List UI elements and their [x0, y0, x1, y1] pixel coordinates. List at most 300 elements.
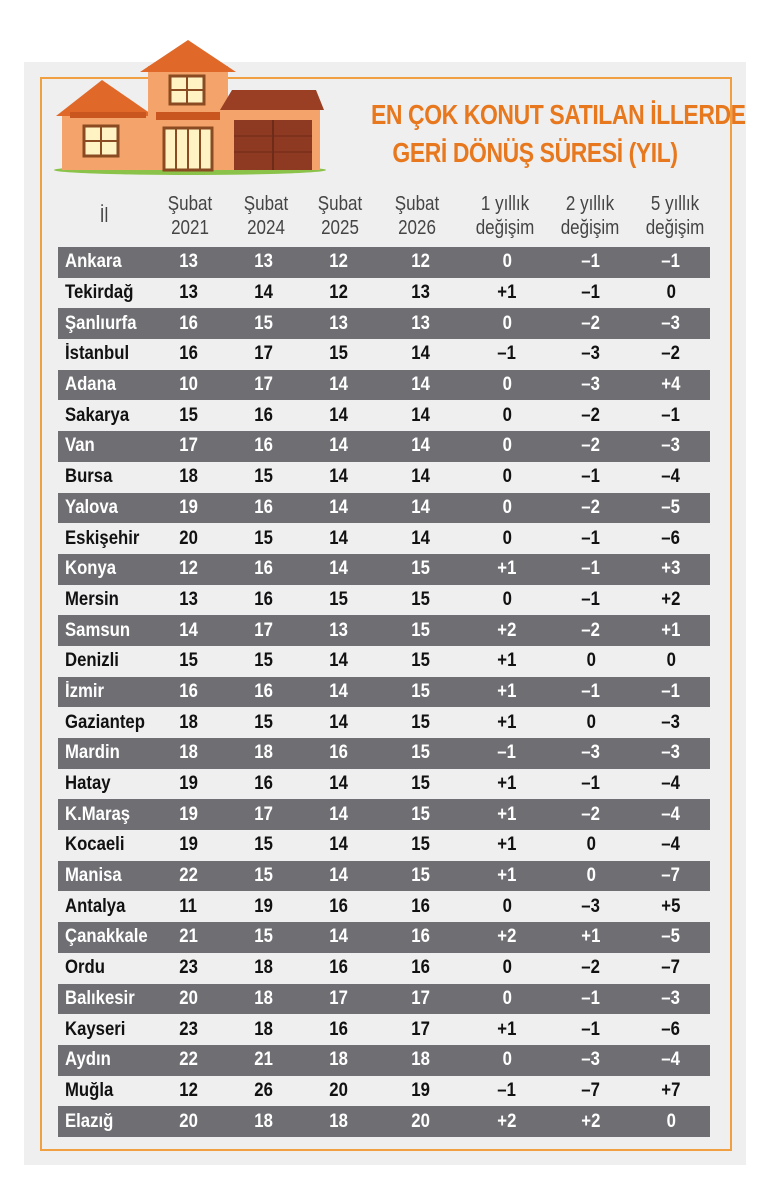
- table-cell-value: –3: [581, 895, 601, 917]
- table-cell-feb2026: [377, 646, 464, 677]
- table-cell-value: Ankara: [65, 251, 122, 273]
- table-cell-feb2026: [377, 308, 464, 339]
- table-cell-feb2026: [377, 1076, 464, 1107]
- table-cell-value: 14: [329, 773, 349, 795]
- table-cell-chg2: [550, 922, 632, 953]
- table-cell-feb2026: [377, 677, 464, 708]
- table-cell-value: Balıkesir: [65, 987, 135, 1009]
- table-row: [58, 400, 710, 431]
- table-cell-value: 15: [254, 865, 274, 887]
- table-cell-feb2021: [150, 861, 227, 892]
- table-cell-chg2: [550, 1045, 632, 1076]
- table-cell-feb2026: [377, 861, 464, 892]
- table-cell-chg5: [632, 523, 710, 554]
- table-cell-value: 18: [179, 466, 198, 488]
- table-cell-value: 15: [254, 312, 274, 334]
- table-cell-value: 10: [179, 374, 198, 396]
- table-cell-chg1: [464, 953, 550, 984]
- table-cell-chg1: [464, 799, 550, 830]
- table-cell-chg5: [632, 1076, 710, 1107]
- table-cell-chg2: [550, 400, 632, 431]
- table-cell-feb2025: [301, 431, 377, 462]
- table-cell-value: 20: [329, 1079, 349, 1101]
- table-cell-value: 0: [502, 895, 512, 917]
- table-cell-value: 14: [329, 680, 349, 702]
- table-cell-value: 16: [254, 558, 274, 580]
- table-cell-value: –2: [581, 619, 601, 641]
- table-cell-value: 19: [411, 1079, 430, 1101]
- table-cell-chg1: [464, 738, 550, 769]
- table-cell-feb2021: [150, 1106, 227, 1137]
- table-cell-value: –2: [661, 343, 681, 365]
- table-cell-value: 14: [329, 926, 349, 948]
- table-cell-chg1: [464, 370, 550, 401]
- table-cell-value: 19: [179, 803, 198, 825]
- table-cell-value: 19: [179, 834, 198, 856]
- table-cell-value: 12: [179, 1079, 198, 1101]
- table-cell-value: 15: [179, 650, 198, 672]
- table-cell-value: 13: [411, 282, 430, 304]
- table-row: [58, 585, 710, 616]
- table-cell-feb2025: [301, 1014, 377, 1045]
- table-cell-feb2025: [301, 1045, 377, 1076]
- table-cell-value: 16: [411, 895, 430, 917]
- table-cell-value: –1: [661, 680, 681, 702]
- table-cell-value: –2: [581, 435, 601, 457]
- table-cell-chg5: [632, 1106, 710, 1137]
- table-cell-name: [58, 1106, 157, 1137]
- table-cell-feb2025: [301, 493, 377, 524]
- table-cell-value: 15: [411, 834, 430, 856]
- table-cell-feb2024: [227, 891, 301, 922]
- table-cell-feb2024: [227, 523, 301, 554]
- table-cell-value: –1: [661, 251, 681, 273]
- table-cell-value: 14: [411, 496, 430, 518]
- table-cell-value: Elazığ: [65, 1110, 114, 1132]
- table-row: [58, 677, 710, 708]
- table-cell-chg1: [464, 1106, 550, 1137]
- table-cell-name: [58, 769, 157, 800]
- column-header-line-2: 2024: [247, 217, 285, 239]
- table-cell-value: 14: [254, 282, 274, 304]
- table-cell-name: [58, 370, 157, 401]
- table-cell-chg2: [550, 370, 632, 401]
- table-cell-name: [58, 707, 157, 738]
- table-cell-value: Denizli: [65, 650, 119, 672]
- table-cell-feb2025: [301, 799, 377, 830]
- table-cell-name: [58, 984, 157, 1015]
- table-cell-name: [58, 523, 157, 554]
- table-cell-chg5: [632, 769, 710, 800]
- table-cell-value: Kocaeli: [65, 834, 125, 856]
- table-cell-feb2025: [301, 861, 377, 892]
- table-cell-value: 18: [254, 1018, 274, 1040]
- table-cell-chg2: [550, 462, 632, 493]
- table-cell-value: 16: [254, 404, 274, 426]
- table-cell-chg2: [550, 1106, 632, 1137]
- table-cell-value: K.Maraş: [65, 803, 131, 825]
- table-cell-feb2026: [377, 554, 464, 585]
- column-header-line-1: 5 yıllık: [650, 193, 700, 215]
- table-row: [58, 646, 710, 677]
- table-cell-feb2024: [227, 431, 301, 462]
- table-cell-feb2024: [227, 984, 301, 1015]
- table-cell-value: 16: [179, 680, 198, 702]
- table-cell-value: 16: [254, 588, 274, 610]
- table-cell-value: 20: [179, 987, 198, 1009]
- table-cell-feb2024: [227, 308, 301, 339]
- table-cell-value: 16: [254, 680, 274, 702]
- table-cell-value: 13: [329, 312, 349, 334]
- table-cell-value: 16: [411, 957, 430, 979]
- table-row: [58, 861, 710, 892]
- table-cell-value: 17: [411, 987, 430, 1009]
- table-cell-feb2024: [227, 769, 301, 800]
- table-cell-value: Van: [65, 435, 95, 457]
- table-cell-name: [58, 799, 157, 830]
- table-cell-chg5: [632, 1014, 710, 1045]
- table-cell-feb2025: [301, 370, 377, 401]
- table-cell-value: 0: [502, 527, 512, 549]
- table-cell-value: –5: [661, 926, 681, 948]
- table-cell-feb2024: [227, 493, 301, 524]
- table-cell-feb2021: [150, 769, 227, 800]
- table-cell-name: [58, 585, 157, 616]
- table-cell-feb2026: [377, 615, 464, 646]
- table-cell-value: 14: [329, 650, 349, 672]
- table-row: [58, 984, 710, 1015]
- table-cell-value: 21: [254, 1049, 274, 1071]
- table-cell-feb2021: [150, 707, 227, 738]
- table-cell-value: Bursa: [65, 466, 113, 488]
- table-cell-value: 14: [329, 803, 349, 825]
- table-cell-value: –1: [581, 282, 601, 304]
- table-cell-value: 0: [666, 650, 676, 672]
- table-cell-chg5: [632, 462, 710, 493]
- table-cell-chg1: [464, 554, 550, 585]
- table-cell-value: +7: [661, 1079, 681, 1101]
- table-cell-value: Çanakkale: [65, 926, 148, 948]
- table-cell-chg5: [632, 493, 710, 524]
- table-cell-value: 18: [254, 1110, 274, 1132]
- table-cell-value: –1: [581, 251, 601, 273]
- table-cell-value: 15: [411, 680, 430, 702]
- table-cell-value: Antalya: [65, 895, 126, 917]
- table-cell-chg1: [464, 615, 550, 646]
- table-cell-value: –2: [581, 957, 601, 979]
- table-cell-feb2025: [301, 769, 377, 800]
- table-cell-chg2: [550, 339, 632, 370]
- table-cell-value: 13: [411, 312, 430, 334]
- table-row: [58, 278, 710, 309]
- table-cell-value: Gaziantep: [65, 711, 145, 733]
- table-cell-name: [58, 830, 157, 861]
- table-cell-feb2021: [150, 554, 227, 585]
- table-cell-value: +1: [581, 926, 601, 948]
- table-row: [58, 370, 710, 401]
- table-cell-value: +3: [661, 558, 681, 580]
- table-cell-value: 23: [179, 957, 198, 979]
- table-cell-feb2026: [377, 431, 464, 462]
- table-cell-feb2024: [227, 738, 301, 769]
- table-cell-value: Konya: [65, 558, 117, 580]
- table-cell-feb2024: [227, 646, 301, 677]
- table-cell-chg2: [550, 523, 632, 554]
- table-row: [58, 769, 710, 800]
- table-cell-feb2026: [377, 953, 464, 984]
- table-cell-value: 15: [254, 711, 274, 733]
- table-cell-value: 16: [254, 773, 274, 795]
- table-cell-feb2025: [301, 615, 377, 646]
- table-cell-chg2: [550, 1076, 632, 1107]
- table-cell-feb2024: [227, 677, 301, 708]
- table-cell-value: –4: [661, 834, 681, 856]
- table-cell-chg2: [550, 431, 632, 462]
- table-cell-value: 14: [329, 558, 349, 580]
- table-cell-value: –4: [661, 773, 681, 795]
- table-cell-value: 15: [329, 343, 349, 365]
- table-cell-feb2024: [227, 615, 301, 646]
- table-cell-chg5: [632, 247, 710, 278]
- table-cell-feb2021: [150, 677, 227, 708]
- table-cell-name: [58, 615, 157, 646]
- table-cell-value: +1: [497, 834, 517, 856]
- table-cell-name: [58, 308, 157, 339]
- table-cell-name: [58, 278, 157, 309]
- table-cell-chg2: [550, 738, 632, 769]
- table-cell-feb2025: [301, 339, 377, 370]
- table-cell-value: 17: [411, 1018, 430, 1040]
- table-cell-chg1: [464, 431, 550, 462]
- table-cell-feb2024: [227, 554, 301, 585]
- table-cell-value: 15: [254, 650, 274, 672]
- column-header-line-2: değişim: [645, 217, 705, 239]
- table-cell-value: 17: [254, 374, 274, 396]
- column-header-line-2: değişim: [475, 217, 535, 239]
- table-cell-feb2024: [227, 462, 301, 493]
- table-cell-value: 18: [254, 742, 274, 764]
- table-cell-value: Ordu: [65, 957, 105, 979]
- column-header-line-1: Şubat: [243, 193, 289, 215]
- table-cell-chg1: [464, 830, 550, 861]
- table-cell-value: –3: [581, 374, 601, 396]
- table-cell-chg5: [632, 830, 710, 861]
- table-cell-value: 15: [254, 834, 274, 856]
- table-cell-name: [58, 646, 157, 677]
- table-cell-value: –6: [661, 1018, 681, 1040]
- table-cell-chg1: [464, 922, 550, 953]
- table-cell-value: 16: [329, 1018, 349, 1040]
- table-cell-value: 13: [254, 251, 274, 273]
- table-cell-value: 13: [179, 251, 198, 273]
- table-row: [58, 523, 710, 554]
- table-cell-chg5: [632, 615, 710, 646]
- table-cell-value: –2: [581, 404, 601, 426]
- table-row: [58, 830, 710, 861]
- table-cell-name: [58, 247, 157, 278]
- table-cell-value: 14: [329, 527, 349, 549]
- table-cell-chg2: [550, 830, 632, 861]
- column-header-4: [377, 192, 457, 242]
- table-cell-value: 0: [586, 834, 596, 856]
- table-row: [58, 554, 710, 585]
- table-cell-feb2021: [150, 615, 227, 646]
- table-cell-feb2021: [150, 339, 227, 370]
- table-cell-value: Adana: [65, 374, 117, 396]
- table-cell-value: Mersin: [65, 588, 119, 610]
- table-cell-value: +1: [661, 619, 681, 641]
- table-cell-name: [58, 554, 157, 585]
- table-cell-value: 16: [179, 343, 198, 365]
- table-cell-value: Tekirdağ: [65, 282, 134, 304]
- table-cell-value: 0: [666, 1110, 676, 1132]
- table-cell-value: –2: [581, 803, 601, 825]
- table-cell-chg5: [632, 278, 710, 309]
- table-cell-value: –1: [581, 680, 601, 702]
- table-cell-chg5: [632, 554, 710, 585]
- table-cell-feb2026: [377, 799, 464, 830]
- table-cell-value: 16: [179, 312, 198, 334]
- table-cell-value: –1: [661, 404, 681, 426]
- table-cell-value: +2: [497, 1110, 517, 1132]
- table-cell-value: –7: [661, 957, 681, 979]
- table-cell-name: [58, 493, 157, 524]
- table-cell-value: –1: [497, 343, 517, 365]
- table-cell-value: 0: [502, 1049, 512, 1071]
- table-cell-value: 15: [411, 558, 430, 580]
- table-cell-feb2025: [301, 984, 377, 1015]
- table-cell-chg1: [464, 1014, 550, 1045]
- table-cell-chg2: [550, 308, 632, 339]
- column-header-1: [150, 192, 230, 242]
- table-cell-value: 0: [502, 466, 512, 488]
- table-cell-feb2026: [377, 400, 464, 431]
- table-cell-chg1: [464, 339, 550, 370]
- table-cell-value: 14: [411, 374, 430, 396]
- table-cell-chg2: [550, 1014, 632, 1045]
- table-cell-feb2024: [227, 370, 301, 401]
- table-cell-value: Sakarya: [65, 404, 130, 426]
- table-cell-chg2: [550, 493, 632, 524]
- table-row: [58, 953, 710, 984]
- column-header-line-1: 1 yıllık: [480, 193, 530, 215]
- title-line-2: GERİ DÖNÜŞ SÜRESİ (YIL): [392, 137, 678, 168]
- table-cell-value: +1: [497, 803, 517, 825]
- table-row: [58, 1014, 710, 1045]
- title-line-1: EN ÇOK KONUT SATILAN İLLERDE: [371, 99, 746, 130]
- table-cell-value: 0: [502, 957, 512, 979]
- table-cell-value: +2: [581, 1110, 601, 1132]
- table-cell-feb2024: [227, 953, 301, 984]
- table-cell-value: –4: [661, 803, 681, 825]
- table-cell-value: 13: [329, 619, 349, 641]
- table-cell-feb2021: [150, 493, 227, 524]
- table-cell-feb2025: [301, 462, 377, 493]
- table-cell-value: +1: [497, 650, 517, 672]
- table-cell-value: –1: [581, 773, 601, 795]
- table-cell-feb2026: [377, 707, 464, 738]
- table-cell-feb2021: [150, 1076, 227, 1107]
- table-cell-value: 14: [179, 619, 198, 641]
- table-cell-value: +2: [497, 619, 517, 641]
- table-cell-feb2026: [377, 493, 464, 524]
- table-cell-value: 26: [254, 1079, 274, 1101]
- table-cell-feb2026: [377, 830, 464, 861]
- table-cell-chg5: [632, 861, 710, 892]
- table-cell-chg5: [632, 585, 710, 616]
- table-cell-value: Yalova: [65, 496, 118, 518]
- table-row: [58, 891, 710, 922]
- table-cell-value: 13: [179, 282, 198, 304]
- table-cell-feb2024: [227, 799, 301, 830]
- table-cell-value: –3: [661, 312, 681, 334]
- table-cell-value: 0: [586, 650, 596, 672]
- table-cell-chg2: [550, 769, 632, 800]
- table-cell-chg5: [632, 984, 710, 1015]
- column-header-line-1: 2 yıllık: [565, 193, 615, 215]
- table-cell-feb2024: [227, 1076, 301, 1107]
- table-cell-feb2024: [227, 830, 301, 861]
- table-cell-chg5: [632, 308, 710, 339]
- table-cell-value: 17: [254, 803, 274, 825]
- table-cell-feb2021: [150, 370, 227, 401]
- table-cell-feb2025: [301, 922, 377, 953]
- table-cell-value: 14: [329, 834, 349, 856]
- table-cell-value: 16: [329, 957, 349, 979]
- table-cell-chg5: [632, 677, 710, 708]
- table-cell-chg5: [632, 370, 710, 401]
- table-cell-value: 18: [179, 742, 198, 764]
- column-header-line-1: Şubat: [167, 193, 213, 215]
- table-cell-feb2021: [150, 308, 227, 339]
- table-cell-value: 17: [179, 435, 198, 457]
- table-cell-value: –7: [581, 1079, 601, 1101]
- table-cell-value: –1: [581, 987, 601, 1009]
- table-cell-chg5: [632, 1045, 710, 1076]
- table-cell-value: 0: [502, 588, 512, 610]
- table-cell-value: İzmir: [65, 680, 105, 702]
- table-row: [58, 308, 710, 339]
- table-cell-value: +1: [497, 773, 517, 795]
- data-table: [58, 247, 710, 1137]
- column-header-3: [300, 192, 380, 242]
- table-cell-feb2025: [301, 247, 377, 278]
- table-cell-feb2024: [227, 585, 301, 616]
- table-cell-value: –1: [581, 527, 601, 549]
- table-cell-feb2026: [377, 738, 464, 769]
- table-cell-value: 0: [502, 374, 512, 396]
- table-cell-value: Manisa: [65, 865, 122, 887]
- table-cell-value: 15: [329, 588, 349, 610]
- table-cell-value: 14: [411, 435, 430, 457]
- table-cell-feb2026: [377, 278, 464, 309]
- table-cell-chg1: [464, 707, 550, 738]
- table-cell-value: –1: [581, 466, 601, 488]
- table-cell-feb2026: [377, 462, 464, 493]
- table-cell-feb2021: [150, 462, 227, 493]
- table-cell-value: 0: [586, 865, 596, 887]
- table-cell-value: 14: [329, 404, 349, 426]
- table-cell-feb2024: [227, 247, 301, 278]
- table-cell-value: 20: [179, 527, 198, 549]
- table-cell-feb2025: [301, 278, 377, 309]
- table-cell-chg5: [632, 922, 710, 953]
- table-cell-name: [58, 922, 157, 953]
- table-cell-feb2021: [150, 1014, 227, 1045]
- column-header-line-1: İl: [99, 205, 109, 227]
- table-cell-value: 15: [411, 773, 430, 795]
- table-cell-feb2021: [150, 953, 227, 984]
